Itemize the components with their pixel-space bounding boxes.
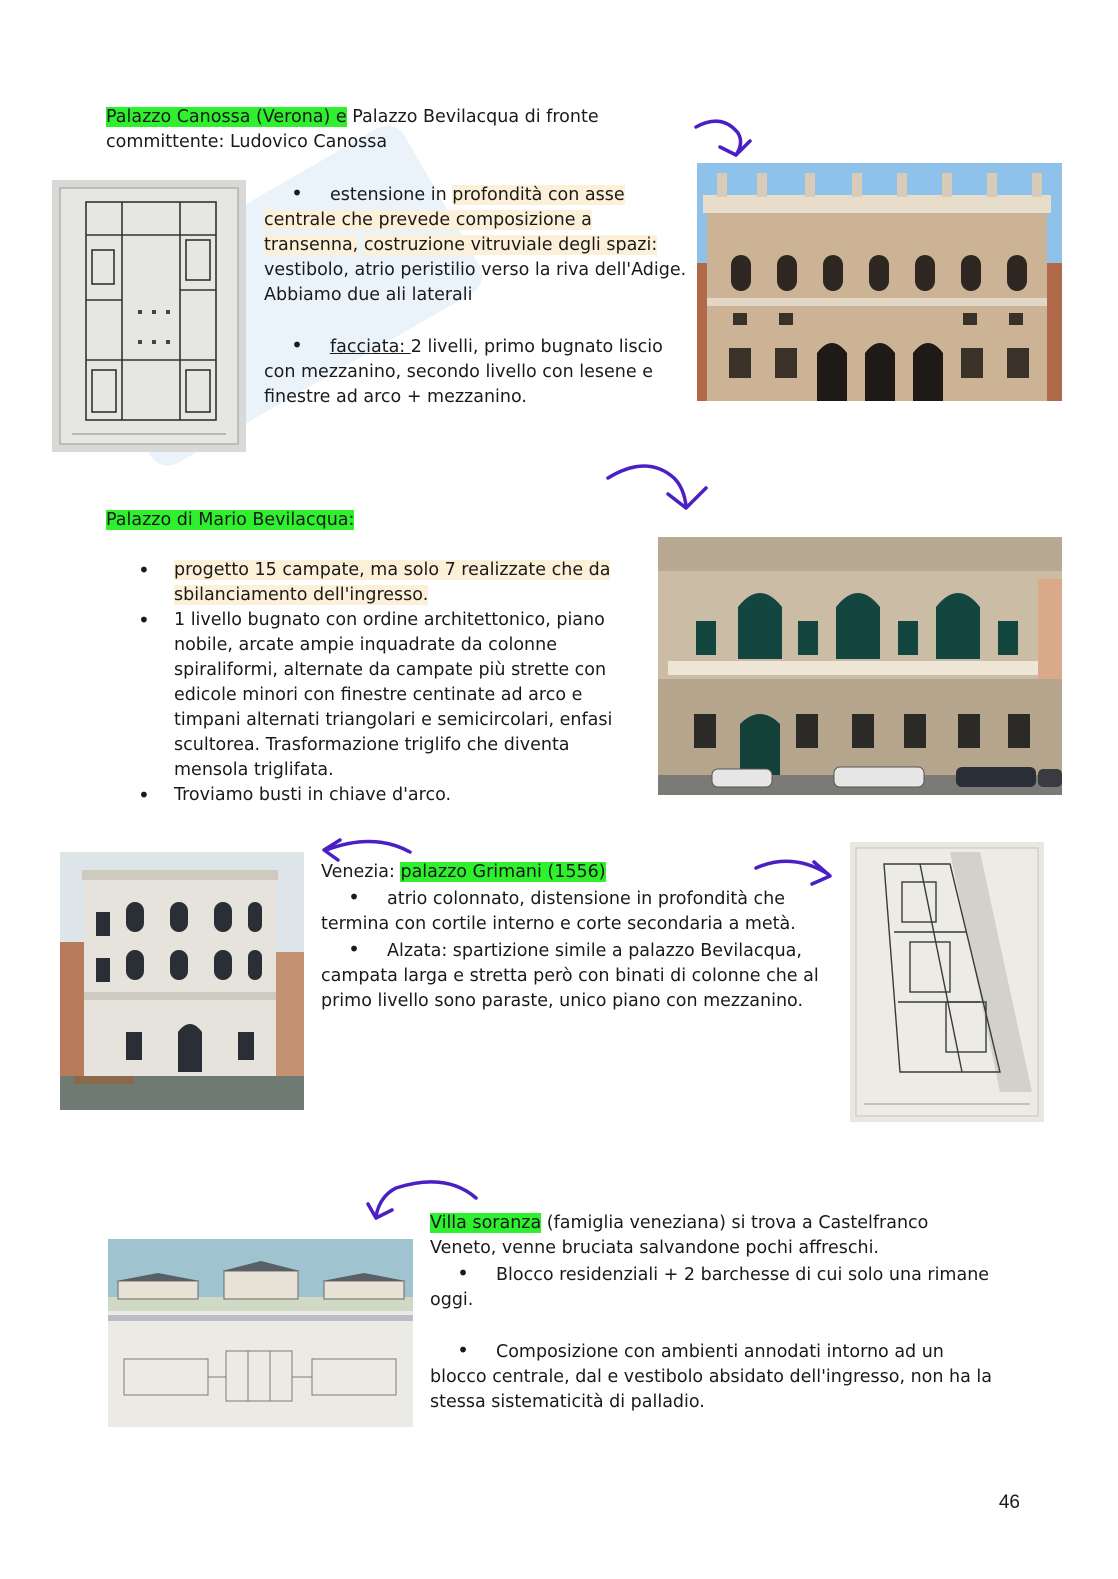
villa-bullet-2: • Composizione con ambienti annodati intorno ad un blocco centrale, dal e vestibolo absidato dell'ingresso, non ha la stessa sistematicità di palladio.	[430, 1338, 993, 1412]
palazzo-canossa-facade-photo	[697, 163, 1062, 401]
canossa-bullet-1: • estensione in profondità con asse centrale che prevede composizione a transenna, costruzione vitruviale degli spazi: vestibolo, atrio peristilio verso la riva dell'Adige. Abbiamo due ali laterali	[264, 181, 687, 305]
palazzo-grimani-photo	[60, 852, 304, 1110]
floor-plan-drawing	[850, 842, 1044, 1122]
villa-bullet-1: • Blocco residenziali + 2 barchesse di cui solo una rimane oggi.	[430, 1261, 990, 1310]
palazzo-grimani-plan-image	[850, 842, 1044, 1122]
palazzo-grimani-title: palazzo Grimani (1556)	[400, 862, 606, 882]
list-item: • 1 livello bugnato con ordine architettonico, piano nobile, arcate ampie inquadrate da colonne spiraliformi, alternate da campate più strette con edicole minori con finestre centinate ad arco e timpani alternati triangolari e semicircolari, enfasi scultorea. Trasformazione triglifo che diventa mensola triglifata.	[138, 608, 626, 783]
section-villa-soranza	[430, 1211, 1000, 1415]
curved-arrow-icon	[692, 115, 764, 161]
section-canossa-body	[264, 181, 688, 410]
bevilacqua-bullet-list	[106, 558, 626, 808]
palazzo-canossa-plan-image	[52, 180, 246, 452]
palazzo-bevilacqua-fronte: Palazzo Bevilacqua di fronte	[346, 107, 599, 127]
bullet-icon: •	[348, 937, 360, 961]
villa-soranza-elevation-image	[108, 1239, 413, 1427]
venezia-label: Venezia:	[321, 862, 401, 882]
bullet-icon: •	[457, 1261, 469, 1285]
facade-illustration	[697, 163, 1062, 401]
villa-soranza-title: Villa soranza	[430, 1213, 542, 1233]
bullet-icon: •	[291, 181, 303, 205]
page-number: 46	[998, 1492, 1020, 1513]
palazzo-canossa-title: Palazzo Canossa (Verona) e	[106, 107, 347, 127]
bullet-icon: •	[348, 885, 360, 909]
facade-illustration	[658, 529, 1062, 795]
palazzo-bevilacqua-facade-photo	[658, 529, 1062, 795]
committente-line: committente: Ludovico Canossa	[106, 132, 388, 152]
palazzo-mario-bevilacqua-title: Palazzo di Mario Bevilacqua:	[106, 510, 355, 530]
bullet-icon: •	[457, 1338, 469, 1362]
section-canossa-header	[106, 105, 706, 155]
canossa-bullet-2: • facciata: 2 livelli, primo bugnato liscio con mezzanino, secondo livello con lesene e finestre ad arco + mezzanino.	[264, 333, 663, 407]
list-item: • Troviamo busti in chiave d'arco.	[138, 783, 626, 808]
grimani-bullet-1: • atrio colonnato, distensione in profondità che termina con cortile interno e corte secondaria a metà.	[321, 885, 796, 934]
elevation-plan-drawing	[108, 1239, 413, 1427]
section-mario-bevilacqua	[106, 508, 626, 808]
facade-illustration	[60, 852, 304, 1110]
list-item: • progetto 15 campate, ma solo 7 realizzate che da sbilanciamento dell'ingresso.	[138, 558, 626, 608]
grimani-bullet-2: • Alzata: spartizione simile a palazzo Bevilacqua, campata larga e stretta però con binati di colonne che al primo livello sono paraste, unico piano con mezzanino.	[321, 937, 819, 1011]
floor-plan-drawing	[52, 180, 246, 452]
bullet-icon: •	[291, 333, 303, 357]
villa-soranza-intro: (famiglia veneziana) si trova a Castelfranco Veneto, venne bruciata salvandone pochi affreschi.	[430, 1213, 929, 1258]
section-palazzo-grimani	[321, 860, 821, 1014]
